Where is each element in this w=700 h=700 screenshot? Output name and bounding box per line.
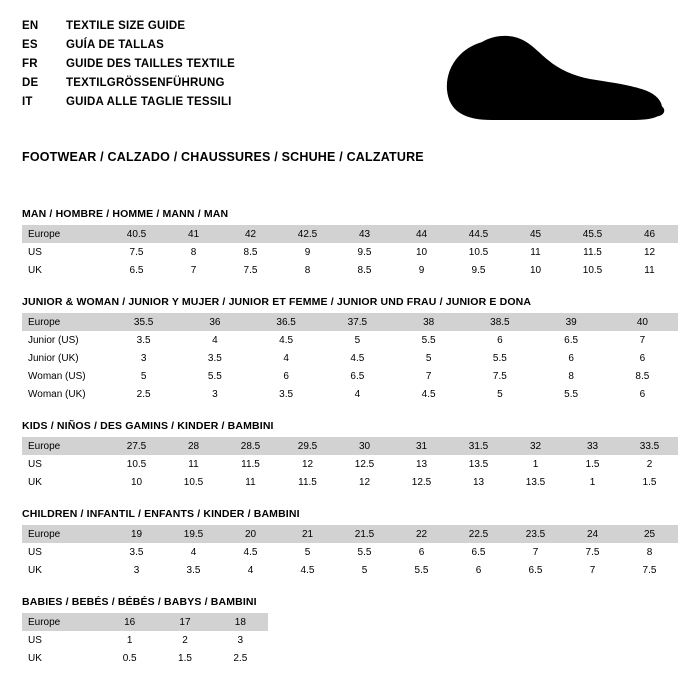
size-section xyxy=(22,208,678,279)
size-cell: 4 xyxy=(354,388,361,400)
size-cell: 4 xyxy=(190,546,197,558)
size-cell: 2.5 xyxy=(136,388,151,400)
row-label: Junior (UK) xyxy=(28,352,79,364)
row-label: UK xyxy=(28,476,42,488)
size-cell: 4.5 xyxy=(243,546,258,558)
size-cell: 3 xyxy=(140,352,147,364)
size-cell: 9 xyxy=(418,264,425,276)
table-row xyxy=(22,313,678,331)
section-title: KIDS / NIÑOS / DES GAMINS / KINDER / BAMBINI xyxy=(22,420,274,432)
size-cell: 3 xyxy=(237,634,244,646)
section-title: MAN / HOMBRE / HOMME / MANN / MAN xyxy=(22,208,229,220)
size-cell: 16 xyxy=(102,613,157,631)
size-cell: 3 xyxy=(133,564,140,576)
size-cell: 8 xyxy=(190,246,197,258)
size-cell: 10.5 xyxy=(582,264,603,276)
size-cell: 6.5 xyxy=(129,264,144,276)
row-label: UK xyxy=(28,264,42,276)
language-title: TEXTILE SIZE GUIDE xyxy=(66,20,186,32)
size-cell: 13 xyxy=(415,458,428,470)
size-cell: 7.5 xyxy=(129,246,144,258)
size-cell: 7 xyxy=(532,546,539,558)
size-cell: 11.5 xyxy=(298,476,317,488)
size-cell: 1.5 xyxy=(178,652,192,664)
size-cell: 6 xyxy=(497,334,503,346)
size-cell: 36.5 xyxy=(251,313,322,331)
section-title: CHILDREN / INFANTIL / ENFANTS / KINDER / BAMBINI xyxy=(22,508,300,520)
size-cell: 13.5 xyxy=(525,476,546,488)
table-row xyxy=(22,437,678,455)
size-cell: 11 xyxy=(530,246,541,258)
row-label: UK xyxy=(28,564,42,576)
size-cell: 7.5 xyxy=(243,264,258,276)
size-cell: 46 xyxy=(621,225,678,243)
size-cell: 6.5 xyxy=(564,334,579,346)
row-label: Woman (UK) xyxy=(28,388,86,400)
size-cell: 6.5 xyxy=(471,546,486,558)
language-code: ES xyxy=(22,39,38,51)
size-cell: 7 xyxy=(425,370,432,382)
size-cell: 6 xyxy=(283,370,289,382)
size-cell: 12 xyxy=(301,458,314,470)
row-label: US xyxy=(28,546,42,558)
size-cell: 19.5 xyxy=(165,525,222,543)
size-cell: 38.5 xyxy=(464,313,535,331)
size-cell: 4.5 xyxy=(350,352,365,364)
size-cell: 35.5 xyxy=(108,313,179,331)
size-cell: 7 xyxy=(190,264,197,276)
size-cell: 8.5 xyxy=(243,246,258,258)
size-cell: 5.5 xyxy=(207,370,222,382)
size-cell: 3.5 xyxy=(136,334,151,346)
size-table xyxy=(22,313,678,403)
size-cell: 32 xyxy=(507,437,564,455)
table-row xyxy=(22,649,268,667)
size-cell: 10.5 xyxy=(183,476,204,488)
row-label: US xyxy=(28,458,42,470)
size-section xyxy=(22,596,678,667)
size-cell: 10 xyxy=(415,246,428,258)
size-cell: 12.5 xyxy=(411,476,432,488)
size-cell: 7 xyxy=(589,564,596,576)
size-cell: 13.5 xyxy=(468,458,489,470)
size-cell: 22.5 xyxy=(450,525,507,543)
size-cell: 33 xyxy=(564,437,621,455)
table-row xyxy=(22,543,678,561)
size-cell: 4 xyxy=(247,564,254,576)
size-cell: 7.5 xyxy=(492,370,507,382)
table-row xyxy=(22,525,678,543)
row-label: UK xyxy=(28,652,42,664)
size-cell: 4.5 xyxy=(300,564,315,576)
size-cell: 39 xyxy=(536,313,607,331)
size-cell: 24 xyxy=(564,525,621,543)
row-label: Europe xyxy=(22,525,108,543)
size-cell: 1 xyxy=(532,458,539,470)
size-cell: 5 xyxy=(425,352,432,364)
size-cell: 5.5 xyxy=(564,388,579,400)
size-cell: 8.5 xyxy=(635,370,650,382)
size-cell: 1.5 xyxy=(642,476,657,488)
size-cell: 0.5 xyxy=(122,652,137,664)
language-title: TEXTILGRÖSSENFÜHRUNG xyxy=(66,77,225,89)
language-code: FR xyxy=(22,58,38,70)
row-label: US xyxy=(28,634,42,646)
size-cell: 19 xyxy=(108,525,165,543)
size-cell: 11 xyxy=(245,476,256,488)
size-cell: 36 xyxy=(179,313,250,331)
table-row xyxy=(22,243,678,261)
language-code: IT xyxy=(22,96,33,108)
size-cell: 4 xyxy=(212,334,218,346)
size-section xyxy=(22,420,678,491)
dress-shoe-icon xyxy=(422,30,672,125)
size-cell: 28.5 xyxy=(222,437,279,455)
size-cell: 7.5 xyxy=(585,546,600,558)
size-cell: 5 xyxy=(140,370,147,382)
size-cell: 37.5 xyxy=(322,313,393,331)
size-cell: 8 xyxy=(646,546,653,558)
size-cell: 1 xyxy=(126,634,133,646)
size-cell: 2.5 xyxy=(233,652,248,664)
size-cell: 12.5 xyxy=(354,458,375,470)
language-title: GUIDE DES TAILLES TEXTILE xyxy=(66,58,235,70)
size-cell: 1 xyxy=(589,476,596,488)
size-cell: 27.5 xyxy=(108,437,165,455)
size-cell: 3.5 xyxy=(129,546,144,558)
size-cell: 12 xyxy=(643,246,656,258)
size-cell: 2 xyxy=(646,458,653,470)
size-cell: 3 xyxy=(212,388,218,400)
size-cell: 43 xyxy=(336,225,393,243)
table-row xyxy=(22,385,678,403)
table-row xyxy=(22,225,678,243)
table-row xyxy=(22,455,678,473)
size-cell: 5 xyxy=(361,564,368,576)
size-cell: 4.5 xyxy=(421,388,436,400)
row-label: US xyxy=(28,246,42,258)
category-title: FOOTWEAR / CALZADO / CHAUSSURES / SCHUHE / CALZATURE xyxy=(22,150,424,164)
size-cell: 21 xyxy=(279,525,336,543)
size-cell: 3.5 xyxy=(207,352,222,364)
size-cell: 6.5 xyxy=(528,564,543,576)
size-cell: 12 xyxy=(358,476,371,488)
size-cell: 3.5 xyxy=(186,564,201,576)
size-cell: 20 xyxy=(222,525,279,543)
size-cell: 40.5 xyxy=(108,225,165,243)
size-cell: 9.5 xyxy=(471,264,486,276)
size-cell: 8 xyxy=(568,370,574,382)
size-table xyxy=(22,525,678,579)
size-cell: 41 xyxy=(165,225,222,243)
size-cell: 18 xyxy=(213,613,268,631)
page-header xyxy=(22,20,678,132)
language-title: GUÍA DE TALLAS xyxy=(66,39,164,51)
size-cell: 10 xyxy=(529,264,542,276)
table-row xyxy=(22,613,268,631)
size-table xyxy=(22,437,678,491)
size-cell: 11 xyxy=(188,458,199,470)
language-title: GUIDA ALLE TAGLIE TESSILI xyxy=(66,96,232,108)
size-cell: 5.5 xyxy=(492,352,507,364)
size-cell: 30 xyxy=(336,437,393,455)
size-table xyxy=(22,613,268,667)
size-cell: 10.5 xyxy=(126,458,147,470)
size-cell: 9.5 xyxy=(357,246,372,258)
size-cell: 5 xyxy=(304,546,311,558)
size-cell: 9 xyxy=(304,246,311,258)
size-section xyxy=(22,296,678,403)
size-cell: 44 xyxy=(393,225,450,243)
row-label: Europe xyxy=(22,225,108,243)
row-label: Junior (US) xyxy=(28,334,79,346)
size-cell: 29.5 xyxy=(279,437,336,455)
language-code: DE xyxy=(22,77,39,89)
size-cell: 28 xyxy=(165,437,222,455)
size-cell: 11 xyxy=(644,264,655,276)
size-cell: 42 xyxy=(222,225,279,243)
size-cell: 40 xyxy=(607,313,678,331)
size-cell: 31 xyxy=(393,437,450,455)
row-label: Woman (US) xyxy=(28,370,86,382)
table-row xyxy=(22,561,678,579)
size-cell: 5.5 xyxy=(357,546,372,558)
size-cell: 7 xyxy=(639,334,646,346)
size-cell: 6.5 xyxy=(350,370,365,382)
size-cell: 42.5 xyxy=(279,225,336,243)
size-cell: 7.5 xyxy=(642,564,657,576)
size-cell: 5.5 xyxy=(414,564,429,576)
row-label: Europe xyxy=(22,437,108,455)
section-title: BABIES / BEBÉS / BÉBÉS / BABYS / BAMBINI xyxy=(22,596,257,608)
size-cell: 10.5 xyxy=(468,246,489,258)
size-cell: 21.5 xyxy=(336,525,393,543)
size-cell: 1.5 xyxy=(585,458,600,470)
size-sections xyxy=(22,208,678,667)
size-cell: 6 xyxy=(639,352,646,364)
table-row xyxy=(22,261,678,279)
size-cell: 11.5 xyxy=(583,246,602,258)
table-row xyxy=(22,331,678,349)
size-cell: 44.5 xyxy=(450,225,507,243)
size-cell: 6 xyxy=(639,388,646,400)
size-cell: 33.5 xyxy=(621,437,678,455)
size-cell: 5 xyxy=(354,334,361,346)
size-cell: 23.5 xyxy=(507,525,564,543)
size-cell: 8 xyxy=(304,264,311,276)
size-section xyxy=(22,508,678,579)
size-cell: 3.5 xyxy=(279,388,294,400)
size-cell: 11.5 xyxy=(241,458,260,470)
size-cell: 5 xyxy=(497,388,503,400)
size-cell: 6 xyxy=(475,564,482,576)
size-table xyxy=(22,225,678,279)
size-cell: 4 xyxy=(283,352,289,364)
table-row xyxy=(22,349,678,367)
size-cell: 45 xyxy=(507,225,564,243)
size-cell: 31.5 xyxy=(450,437,507,455)
table-row xyxy=(22,631,268,649)
table-row xyxy=(22,473,678,491)
size-cell: 25 xyxy=(621,525,678,543)
size-cell: 6 xyxy=(418,546,425,558)
size-cell: 38 xyxy=(393,313,464,331)
row-label: Europe xyxy=(22,313,108,331)
language-code: EN xyxy=(22,20,39,32)
table-row xyxy=(22,367,678,385)
section-title: JUNIOR & WOMAN / JUNIOR Y MUJER / JUNIOR ET FEMME / JUNIOR UND FRAU / JUNIOR E DONA xyxy=(22,296,532,308)
size-cell: 45.5 xyxy=(564,225,621,243)
size-cell: 6 xyxy=(568,352,574,364)
size-cell: 2 xyxy=(182,634,188,646)
size-cell: 17 xyxy=(157,613,212,631)
size-cell: 22 xyxy=(393,525,450,543)
row-label: Europe xyxy=(22,613,102,631)
size-cell: 13 xyxy=(472,476,485,488)
size-cell: 5.5 xyxy=(421,334,436,346)
size-cell: 4.5 xyxy=(279,334,294,346)
size-cell: 10 xyxy=(130,476,143,488)
size-cell: 8.5 xyxy=(357,264,372,276)
